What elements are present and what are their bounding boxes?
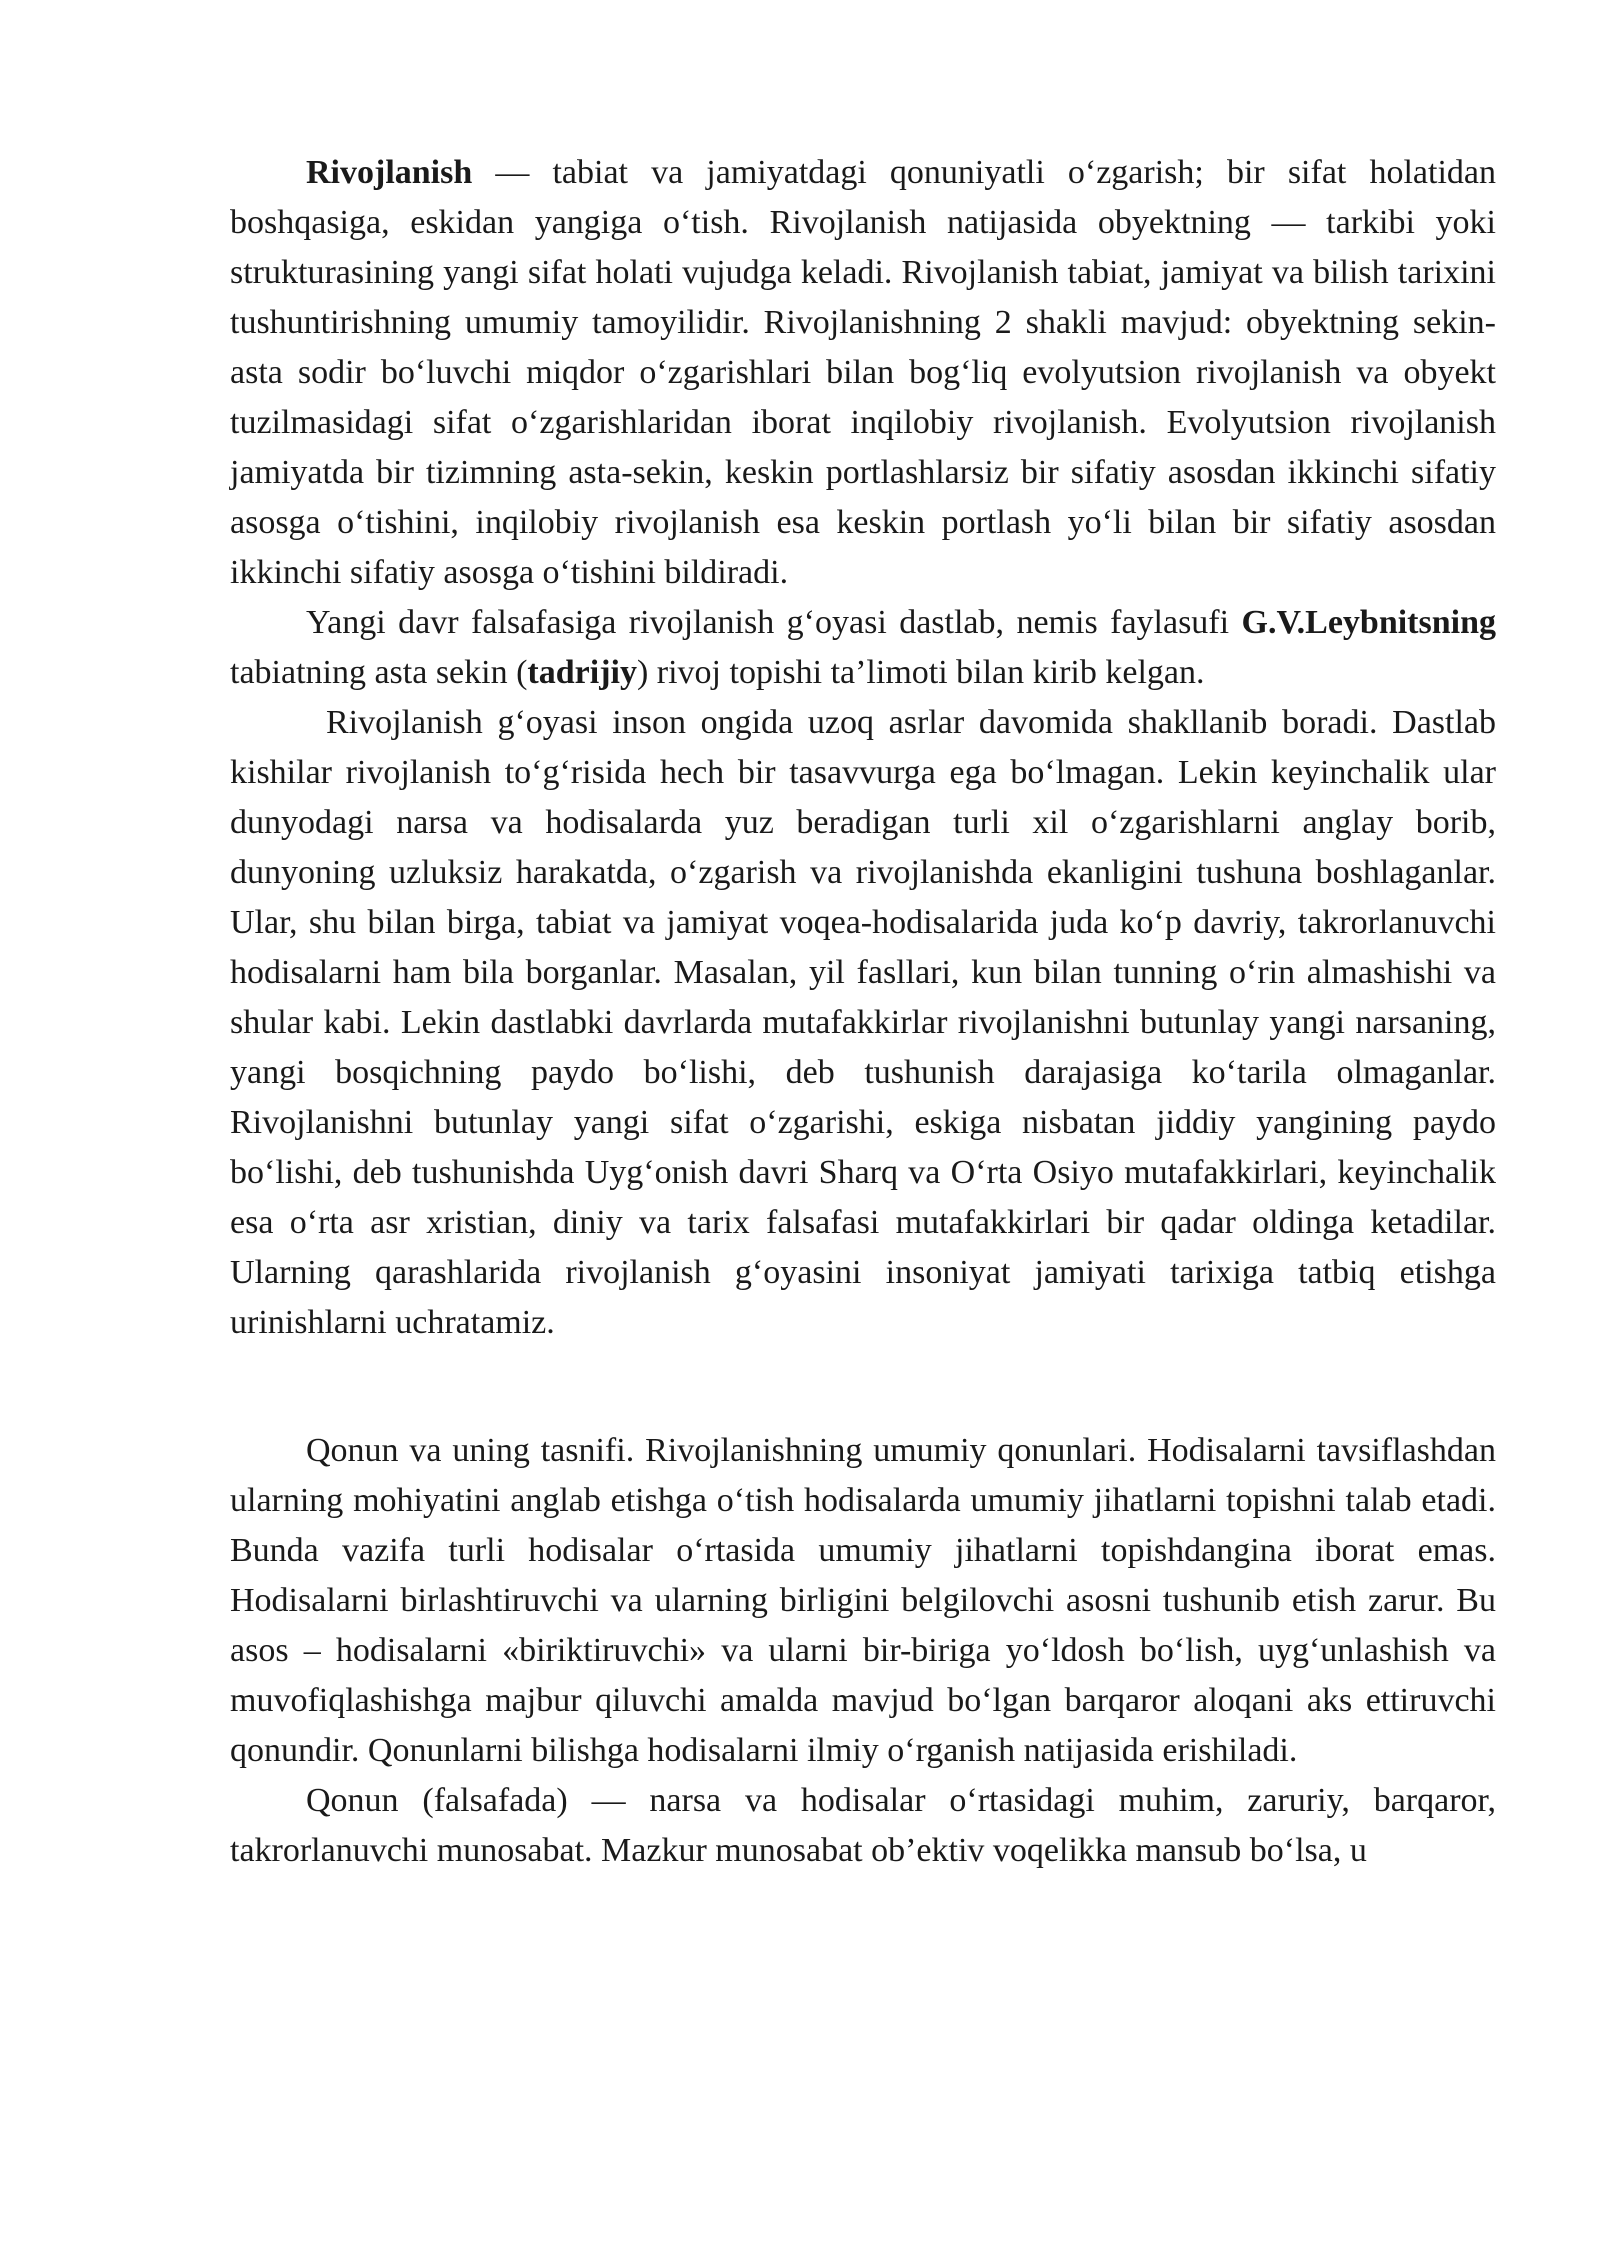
paragraph-history-of-idea: Rivojlanish gʻoyasi inson ongida uzoq asrlar davomida shakllanib boradi. Dastlab kishilar rivojlanish toʻgʻrisida hech bir tasavvurga ega boʻlmagan. Lekin keyinchalik ular dunyodagi narsa va hodisalarda yuz beradigan turli xil oʻzgarishlarni anglay borib, dunyoning uzluksiz harakatda, oʻzgarish va rivojlanishda ekanligini tushuna boshlaganlar. Ular, shu bilan birga, tabiat va jamiyat voqea-hodisalarida juda koʻp davriy, takrorlanuvchi hodisalarni ham bila borganlar. Masalan, yil fasllari, kun bilan tunning oʻrin almashishi va shular kabi. Lekin dastlabki davrlarda mutafakkirlar rivojlanishni butunlay yangi narsaning, yangi bosqichning paydo boʻlishi, deb tushunish darajasiga koʻtarila olmaganlar. Rivojlanishni butunlay yangi sifat oʻzgarishi, eskiga nisbatan jiddiy yangining paydo boʻlishi, deb tushunishda Uygʻonish davri Sharq va Oʻrta Osiyo mutafakkirlari, keyinchalik esa oʻrta asr xristian, diniy va tarix falsafasi mutafakkirlari bir qadar oldinga ketadilar. Ularning qarashlarida rivojlanish gʻoyasini insoniyat jamiyati tarixiga tatbiq etishga urinishlarni uchratamiz. bbox=[230, 704, 1496, 1341]
paragraph-rivojlanish-definition bbox=[230, 148, 1496, 598]
document-page bbox=[230, 148, 1496, 1876]
term-tadrijiy: tadrijiy bbox=[527, 654, 637, 691]
term-rivojlanish: Rivojlanish bbox=[306, 154, 473, 191]
paragraph-text: ) rivoj topishi ta’limoti bilan kirib kelgan. bbox=[636, 654, 1205, 691]
paragraph-text: — tabiat va jamiyatdagi qonuniyatli oʻzgarish; bir sifat holatidan boshqasiga, eskidan yangiga oʻtish. Rivojlanish natijasida obyektning — tarkibi yoki strukturasining yangi sifat holati vujudga keladi. Rivojlanish tabiat, jamiyat va bilish tarixini tushuntirishning umumiy tamoyilidir. Rivojlanishning 2 shakli mavjud: obyektning sekin-asta sodir boʻluvchi miqdor oʻzgarishlari bilan bogʻliq evolyutsion rivojlanish va obyekt tuzilmasidagi sifat oʻzgarishlaridan iborat inqilobiy rivojlanish. Evolyutsion rivojlanish jamiyatda bir tizimning asta-sekin, keskin portlashlarsiz bir sifatiy asosdan ikkinchi sifatiy asosga oʻtishini, inqilobiy rivojlanish esa keskin portlash yoʻli bilan bir sifatiy asosdan ikkinchi sifatiy asosga oʻtishini bildiradi. bbox=[230, 154, 1496, 591]
paragraph-qonun-definition: Qonun (falsafada) — narsa va hodisalar oʻrtasidagi muhim, zaruriy, barqaror, takrorlanuvchi munosabat. Mazkur munosabat ob’ektiv voqelikka mansub boʻlsa, u bbox=[230, 1782, 1496, 1869]
paragraph-text: Yangi davr falsafasiga rivojlanish gʻoyasi dastlab, nemis faylasufi bbox=[306, 604, 1242, 641]
paragraph-qonun-tasnifi: Qonun va uning tasnifi. Rivojlanishning umumiy qonunlari. Hodisalarni tavsiflashdan ularning mohiyatini anglab etishga oʻtish hodisalarda umumiy jihatlarni topishni talab etadi. Bunda vazifa turli hodisalar oʻrtasida umumiy jihatlarni topishdangina iborat emas. Hodisalarni birlashtiruvchi va ularning birligini belgilovchi asosni tushunib etish zarur. Bu asos – hodisalarni «biriktiruvchi» va ularni bir-biriga yoʻldosh boʻlish, uygʻunlashish va muvofiqlashishga majbur qiluvchi amalda mavjud boʻlgan barqaror aloqani aks ettiruvchi qonundir. Qonunlarni bilishga hodisalarni ilmiy oʻrganish natijasida erishiladi. bbox=[230, 1432, 1496, 1769]
paragraph-leibniz bbox=[230, 598, 1496, 698]
paragraph-text: tabiatning asta sekin ( bbox=[230, 654, 528, 691]
paragraph-gap bbox=[230, 1348, 1496, 1426]
name-leybnits: G.V.Leybnitsning bbox=[1241, 604, 1496, 641]
